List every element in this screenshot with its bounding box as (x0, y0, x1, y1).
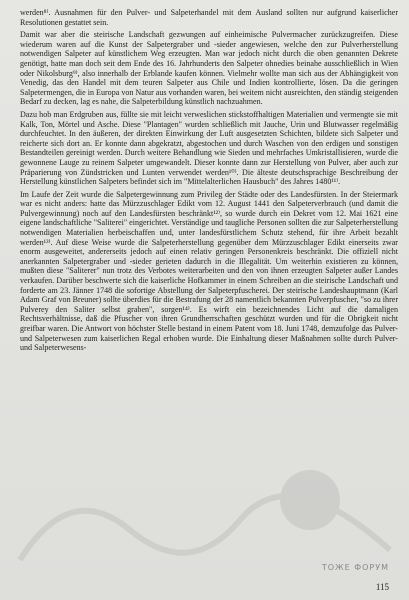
footer-watermark-text: ТОЖЕ ФОРУМ (321, 563, 389, 572)
watermark-illustration (10, 460, 400, 580)
paragraph: werden⁸⁾. Ausnahmen für den Pulver- und Salpeterhandel mit dem Ausland sollten nur aufgrund kaiserlicher Resolutionen gestattet sein. (20, 8, 398, 27)
paragraph: Damit war aber die steirische Landschaft gezwungen auf einheimische Pulvermacher zurückzugreifen. Diese wiederum waren auf die Kunst der Salpetergraber und -sieder angewiesen, welche den zur Pulverherstellung notwendigen Salpeter auf künstlichem Weg erzeugten. Man war jedoch nicht durch die oben genannten Dekrete genötigt, hatte man doch seit dem Ende des 16. Jahrhunderts den Salpeter ohnedies beinahe ausschließlich in Wien oder Nikolsburg⁹⁾, also innerhalb der Erblande kaufen können. Vielmehr wollte man sich aus der Abhängigkeit von Venedig, das den Handel mit dem teuren Salpeter aus Chile und Indien kontrollierte, lösen. Da die geringen Salpetermengen, die in Europa von Natur aus vorhanden waren, bei weitem nicht ausreichten, den ständig steigenden Bedarf zu decken, lag es nahe, die Salpeterbildung künstlich nachzuahmen. (20, 30, 398, 107)
page-number: 115 (375, 582, 389, 592)
paragraph: Im Laufe der Zeit wurde die Salpetergewinnung zum Privileg der Städte oder des Landesfürsten. In der Steiermark war es nicht anders: hatte das Mürzzuschlager Edikt vom 12. August 1441 den Salpeterverbrauch (und damit die Pulvergewinnung) noch auf den Landesfürsten beschränkt¹²⁾, so wurde durch ein Dekret vom 12. Mai 1621 eine eigene landschaftliche "Saliterei" eingerichtet. Verständige und taugliche Personen sollten die zur Salpeterherstellung notwendigen Materialien herbeischaffen und, unter landesfürstlichem Schutz stehend, für ihre Arbeit bezahlt werden¹³⁾. Auf diese Weise wurde die Salpeterherstellung gegenüber dem Mürzzuschlager Edikt einerseits zwar enorm ausgeweitet, andererseits jedoch auf einen relativ geringen Personenkreis beschränkt. Die offiziell nicht anerkannten Salpetergraber und -sieder gerieten dadurch in die Illegalität. Um weiterhin existieren zu können, mußten diese "Saliterer" nun trotz des Verbotes weiterarbeiten und den von ihnen erzeugten Salpeter außer Landes verkaufen. Darüber beschwerte sich die kaiserliche Hofkammer in einem Schreiben an die steirische Landschaft und forderte am 23. Jänner 1748 die sofortige Abstellung der Salpeterpfuscherei. Der steirische Landeshauptmann (Karl Adam Graf von Breuner) sollte überdies für die Bestrafung der 28 namentlich bekannten Pulverpfuscher, "so zu ihrer Pulverey den Saliter selbst graben", sorgen¹⁴⁾. Es wirft ein bezeichnendes Licht auf die damaligen Rechtsverhältnisse, daß die Pfuscher von ihren Grundherrschaften geschützt wurden und für die Obrigkeit nicht greifbar waren. Die Antwort von höchster Stelle bestand in einem Patent vom 18. Juni 1748, demzufolge das Pulver- und Salpeterwesen zum kaiserlichen Regal erhoben wurde. Die Einhaltung dieser Maßnahmen sollte durch Pulver- und Salpeterwesens- (20, 189, 398, 353)
paragraph: Dazu hob man Erdgruben aus, füllte sie mit leicht verweslichen stickstoffhaltigen Materialien und vermengte sie mit Kalk, Ton, Mörtel und Asche. Diese "Plantagen" wurden schließlich mit Jauche, Urin und Blutwasser regelmäßig durchfeuchtet. In den äußeren, der direkten Einwirkung der Luft ausgesetzten Schichten, bildete sich Salpeter und reicherte sich dort an. Er konnte dann abgekratzt, abgestochen und durch Waschen von den erdigen und sonstigen Bestandteilen gereinigt werden. Durch weitere Behandlung wie Sieden und mehrfaches Umkristallisieren, wurde die gewonnene Lauge zu reinem Salpeter umgewandelt. Dieser konnte dann zur Herstellung von Pulver, aber auch zur Präparierung von Zündstricken und Lunten verwendet werden¹⁰⁾. Die älteste deutschsprachige Beschreibung der Herstellung künstlichen Salpeters befindet sich im "Mittelalterlichen Hausbuch" des Jahres 1480¹¹⁾. (20, 109, 398, 187)
body-text (20, 8, 398, 353)
